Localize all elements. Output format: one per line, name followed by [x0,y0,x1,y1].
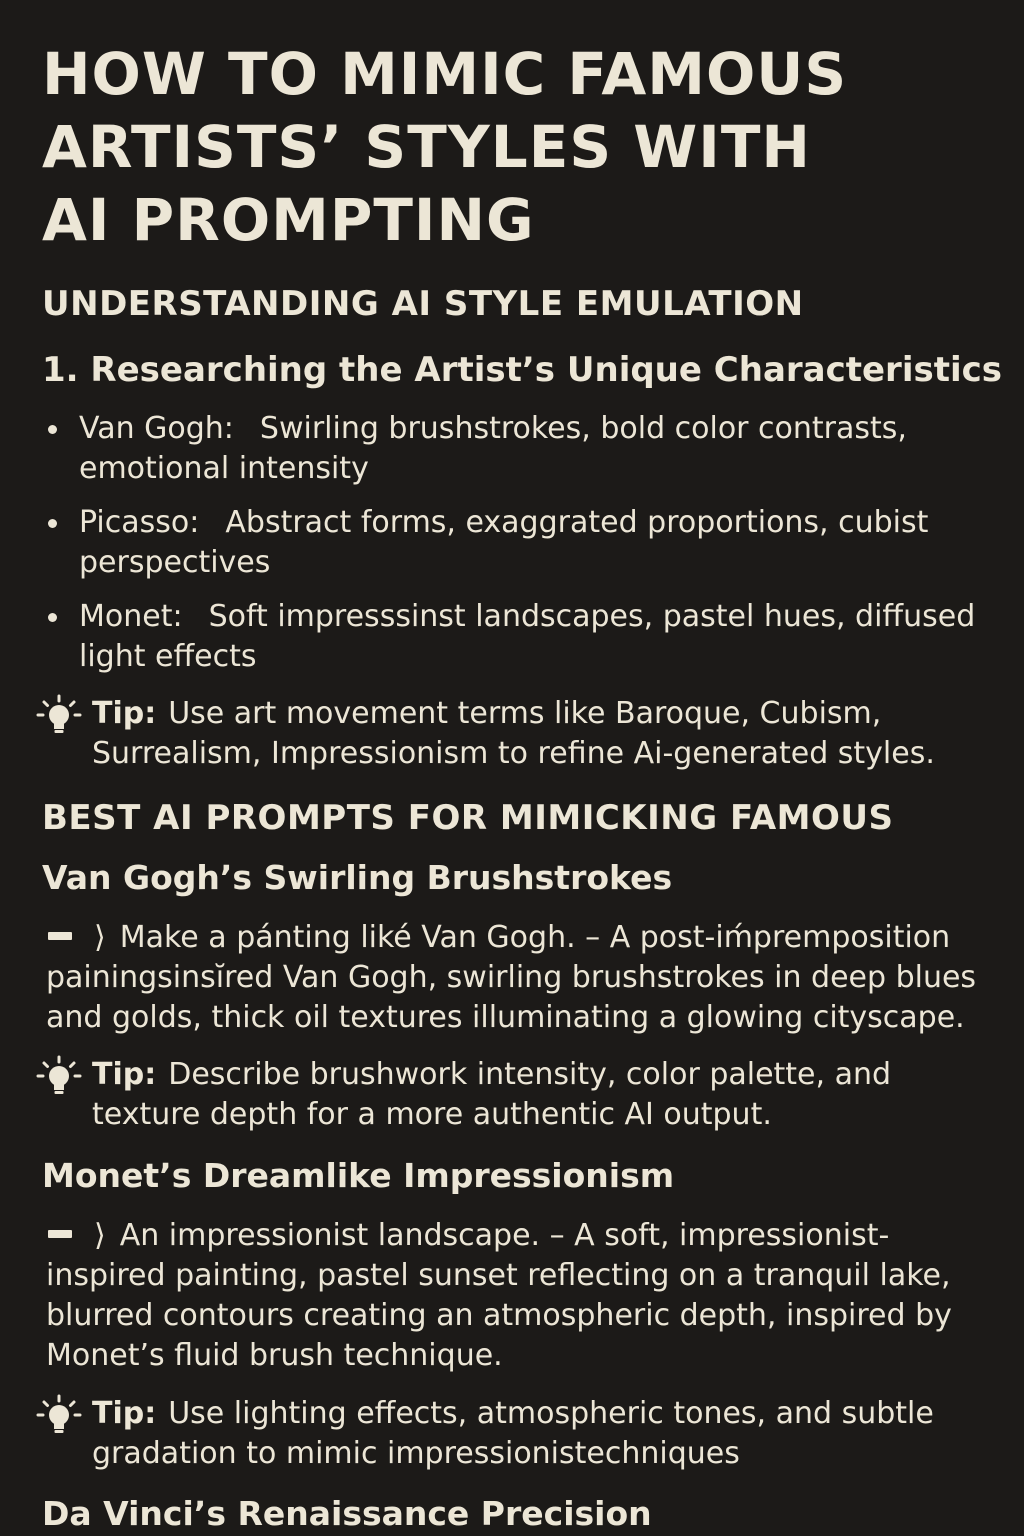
tip-text: Describe brushwork intensity, color palette, and [168,1057,892,1092]
subheading-da-vinci: Da Vinci’s Renaissance Precision [42,1494,652,1533]
arrow-icon: ⟩ [94,1218,106,1253]
prompt-example-monet [46,1216,996,1376]
tip-text-cont: Surrealism, Impressionism to refine Ai-generated styles. [92,736,935,771]
prompt-example-van-gogh [46,918,996,1038]
lightbulb-icon [36,694,82,738]
prompt-text: Make a pánting liké Van Gogh. – A post-iḿpremposition [119,920,951,955]
title-line: ARTISTS’ STYLES WITH [42,113,811,181]
bullet-dot-icon [48,613,57,622]
artist-traits-cont: light effects [79,639,257,674]
lightbulb-icon [36,1055,82,1099]
tip-text: Use lighting effects, atmospheric tones, and subtle [168,1396,934,1431]
tip-text-cont: gradation to mimic impressionistechniques [92,1436,740,1471]
dash-icon [48,932,72,940]
tip-text: Use art movement terms like Baroque, Cubism, [168,696,882,731]
bullet-dot-icon [48,519,57,528]
artist-traits: Abstract forms, exaggrated proportions, cubist [225,505,929,540]
artist-traits: Soft impresssinst landscapes, pastel hues, diffused [208,599,976,634]
title-line: AI PROMPTING [42,186,535,254]
lightbulb-icon [36,1394,82,1438]
tip-label: Tip: [92,696,157,731]
prompt-text-cont: Monet’s fluid brush technique. [46,1338,503,1373]
subheading-researching: 1. Researching the Artist’s Unique Characteristics [42,350,1003,390]
artist-name: Van Gogh: [79,411,234,446]
artist-name: Picasso: [79,505,200,540]
artist-traits: Swirling brushstrokes, bold color contrasts, [259,411,907,446]
prompt-text-cont: painingsinsĭred Van Gogh, swirling brushstrokes in deep blues [46,960,977,995]
prompt-text-cont: blurred contours creating an atmospheric depth, inspired by [46,1298,952,1333]
artist-name: Monet: [79,599,183,634]
prompt-text-cont: and golds, thick oil textures illuminating a glowing cityscape. [46,1000,965,1035]
tip-label: Tip: [92,1396,157,1431]
section-heading-best-prompts: BEST AI PROMPTS FOR MIMICKING FAMOUS [42,798,894,838]
subheading-van-gogh: Van Gogh’s Swirling Brushstrokes [42,858,673,897]
prompt-text: An impressionist landscape. – A soft, impressionist- [119,1218,890,1253]
prompt-text-cont: inspired painting, pastel sunset reflecting on a tranquil lake, [46,1258,951,1293]
bullet-item-monet [42,597,1002,677]
tip-label: Tip: [92,1057,157,1092]
tip-text-cont: texture depth for a more authentic AI output. [92,1097,772,1132]
subheading-monet: Monet’s Dreamlike Impressionism [42,1156,675,1195]
bullet-dot-icon [48,425,57,434]
bullet-item-picasso [42,503,1002,583]
dash-icon [48,1230,72,1238]
section-heading-emulation: UNDERSTANDING AI STYLE EMULATION [42,284,804,324]
arrow-icon: ⟩ [94,920,106,955]
tip-box-lighting [36,1394,996,1474]
artist-traits-cont: emotional intensity [79,451,369,486]
page-title [42,38,1002,257]
artist-traits-cont: perspectives [79,545,271,580]
bullet-item-van-gogh [42,409,1002,489]
tip-box-brushwork [36,1055,996,1135]
title-line: HOW TO MIMIC FAMOUS [42,40,848,108]
tip-box-art-movements [36,694,996,774]
